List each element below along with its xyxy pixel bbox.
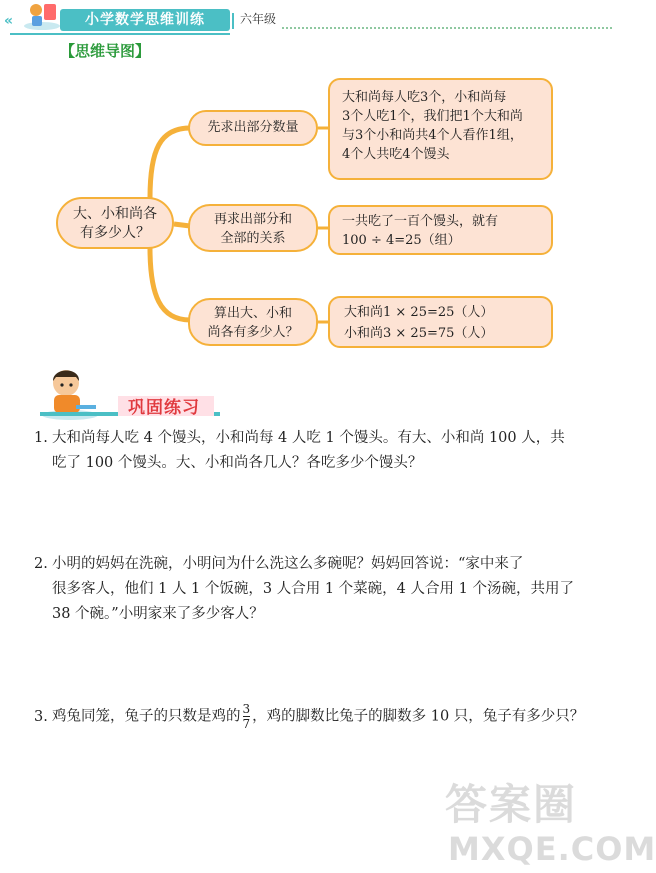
mindmap-root [56, 197, 174, 249]
detail-line: 大和尚1 × 25=25（人） [344, 305, 494, 320]
detail-line: 大和尚每人吃3个，小和尚每 [342, 90, 507, 105]
detail-line: 4个人共吃4个馒头 [342, 147, 450, 162]
branch-label: 再求出部分和 [213, 212, 292, 227]
question-number: 3. [34, 708, 48, 725]
question-line [34, 703, 594, 730]
fraction-denominator: 7 [242, 717, 251, 731]
connector-branch-3 [150, 248, 190, 320]
question-line [34, 552, 594, 577]
root-line: 大、小和尚各 [73, 206, 157, 222]
fraction [243, 703, 251, 730]
watermark-url: MXQE.COM [448, 830, 656, 868]
detail-3 [328, 296, 553, 348]
branch-2 [188, 204, 318, 252]
branch-label: 算出大、小和 [213, 306, 292, 321]
question-text: 鸡兔同笼，兔子的只数是鸡的 [52, 708, 241, 725]
question-3 [34, 703, 594, 730]
question-1 [34, 426, 594, 476]
question-text: 吃了 100 个馒头。大、小和尚各几人？各吃多少个馒头？ [52, 455, 423, 471]
question-number: 2. [34, 556, 48, 572]
detail-2 [328, 205, 553, 255]
question-2 [34, 552, 594, 627]
question-line [34, 426, 594, 451]
question-text: 小明的妈妈在洗碗，小明问为什么洗这么多碗呢？妈妈回答说：“家中来了 [52, 556, 524, 572]
question-number: 1. [34, 430, 48, 446]
watermark-logo: 答案圈 [445, 780, 578, 829]
root-line: 有多少人？ [80, 225, 150, 241]
mindmap-heading: 【思维导图】 [60, 42, 151, 60]
fraction-numerator: 3 [242, 702, 251, 716]
detail-line: 小和尚3 × 25=75（人） [344, 326, 494, 341]
back-arrow-icon: « [4, 13, 14, 29]
question-text: ，鸡的脚数比兔子的脚数多 10 只，兔子有多少只？ [252, 708, 585, 725]
question-text: 38 个碗。”小明家来了多少客人？ [52, 606, 264, 622]
detail-1 [328, 78, 553, 180]
branch-label: 先求出部分数量 [207, 120, 299, 135]
question-text: 大和尚每人吃 4 个馒头，小和尚每 4 人吃 1 个馒头。有大、小和尚 100 人，共 [52, 430, 565, 446]
detail-line: 与3个小和尚共4个人看作1组， [342, 128, 523, 143]
detail-line: 100 ÷ 4=25（组） [342, 233, 461, 248]
branch-label: 全部的关系 [220, 231, 286, 246]
detail-line: 一共吃了一百个馒头，就有 [342, 214, 499, 229]
branch-label: 尚各有多少人？ [207, 325, 299, 340]
detail-line: 3个人吃1个，我们把1个大和尚 [342, 109, 523, 124]
connector-branch-1 [150, 128, 190, 198]
branch-1 [188, 110, 318, 146]
grade-label: 六年级 [240, 12, 277, 26]
branch-3 [188, 298, 318, 346]
book-title: 小学数学思维训练 [85, 12, 205, 28]
question-text: 很多客人，他们 1 人 1 个饭碗，3 人合用 1 个菜碗，4 人合用 1 个汤碗，共用了 [52, 581, 574, 597]
section-title: 巩固练习 [128, 398, 200, 418]
